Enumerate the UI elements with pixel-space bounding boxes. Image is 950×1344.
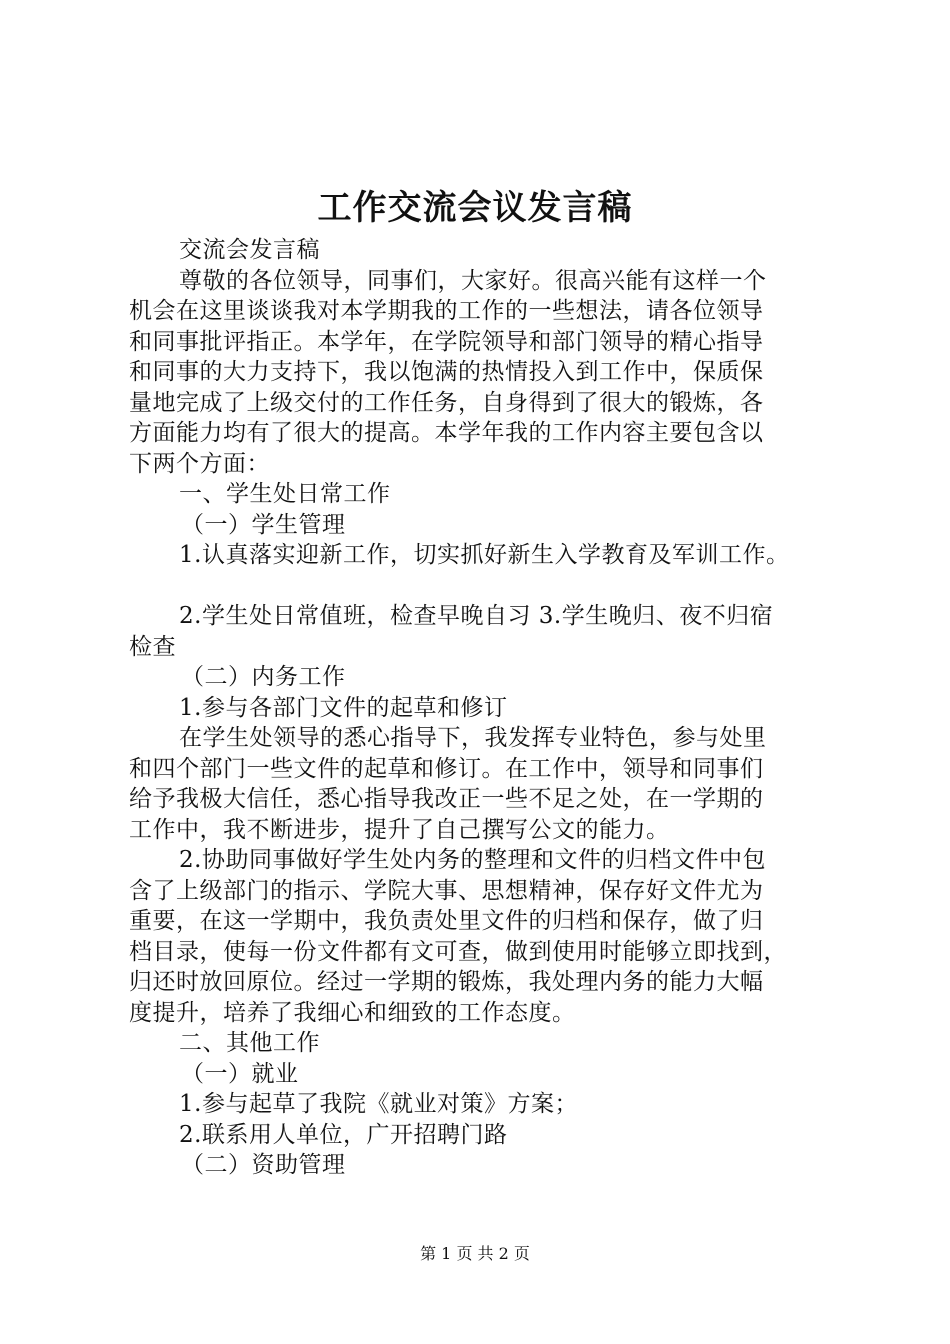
body-line: 2.协助同事做好学生处内务的整理和文件的归档文件中包 [179,847,766,873]
body-line: 下两个方面： [129,451,270,477]
body-line: 在学生处领导的悉心指导下，我发挥专业特色，参与处里 [179,725,767,751]
body-line: 档目录，使每一份文件都有文可查，做到使用时能够立即找到， [129,939,787,965]
body-line: 尊敬的各位领导，同事们，大家好。很高兴能有这样一个 [179,268,767,294]
subsection-heading: （二）内务工作 [181,664,346,690]
body-line: 方面能力均有了很大的提高。本学年我的工作内容主要包含以 [129,420,764,446]
body-line: 度提升，培养了我细心和细致的工作态度。 [129,1000,576,1026]
body-line: 1.参与起草了我院《就业对策》方案； [179,1091,578,1117]
body-line: 量地完成了上级交付的工作任务，自身得到了很大的锻炼，各 [129,390,764,416]
section-heading: 一、学生处日常工作 [179,481,391,507]
document-title: 工作交流会议发言稿 [317,188,633,228]
body-line: 归还时放回原位。经过一学期的锻炼，我处理内务的能力大幅 [129,969,764,995]
subsection-heading: （二）资助管理 [181,1152,346,1178]
body-line: 机会在这里谈谈我对本学期我的工作的一些想法，请各位领导 [129,298,764,324]
body-line: 给予我极大信任，悉心指导我改正一些不足之处，在一学期的 [129,786,764,812]
body-line: 和同事批评指正。本学年，在学院领导和部门领导的精心指导 [129,329,764,355]
body-line: 1.认真落实迎新工作，切实抓好新生入学教育及军训工作。 [179,542,790,568]
body-line: 重要，在这一学期中，我负责处里文件的归档和保存，做了归 [129,908,764,934]
body-line: 检查 [129,634,176,660]
body-line: 含了上级部门的指示、学院大事、思想精神，保存好文件尤为 [129,878,764,904]
body-line: 2.学生处日常值班，检查早晚自习 3.学生晚归、夜不归宿 [179,603,774,629]
body-line: 和同事的大力支持下，我以饱满的热情投入到工作中，保质保 [129,359,764,385]
page-footer: 第 1 页 共 2 页 [420,1244,530,1263]
body-line: 工作中，我不断进步，提升了自己撰写公文的能力。 [129,817,670,843]
body-line: 和四个部门一些文件的起草和修订。在工作中，领导和同事们 [129,756,764,782]
body-line: 交流会发言稿 [179,237,320,263]
section-heading: 二、其他工作 [179,1030,320,1056]
subsection-heading: （一）就业 [181,1061,299,1087]
subsection-heading: （一）学生管理 [181,512,346,538]
body-line: 2.联系用人单位，广开招聘门路 [179,1122,508,1148]
body-line: 1.参与各部门文件的起草和修订 [179,695,508,721]
